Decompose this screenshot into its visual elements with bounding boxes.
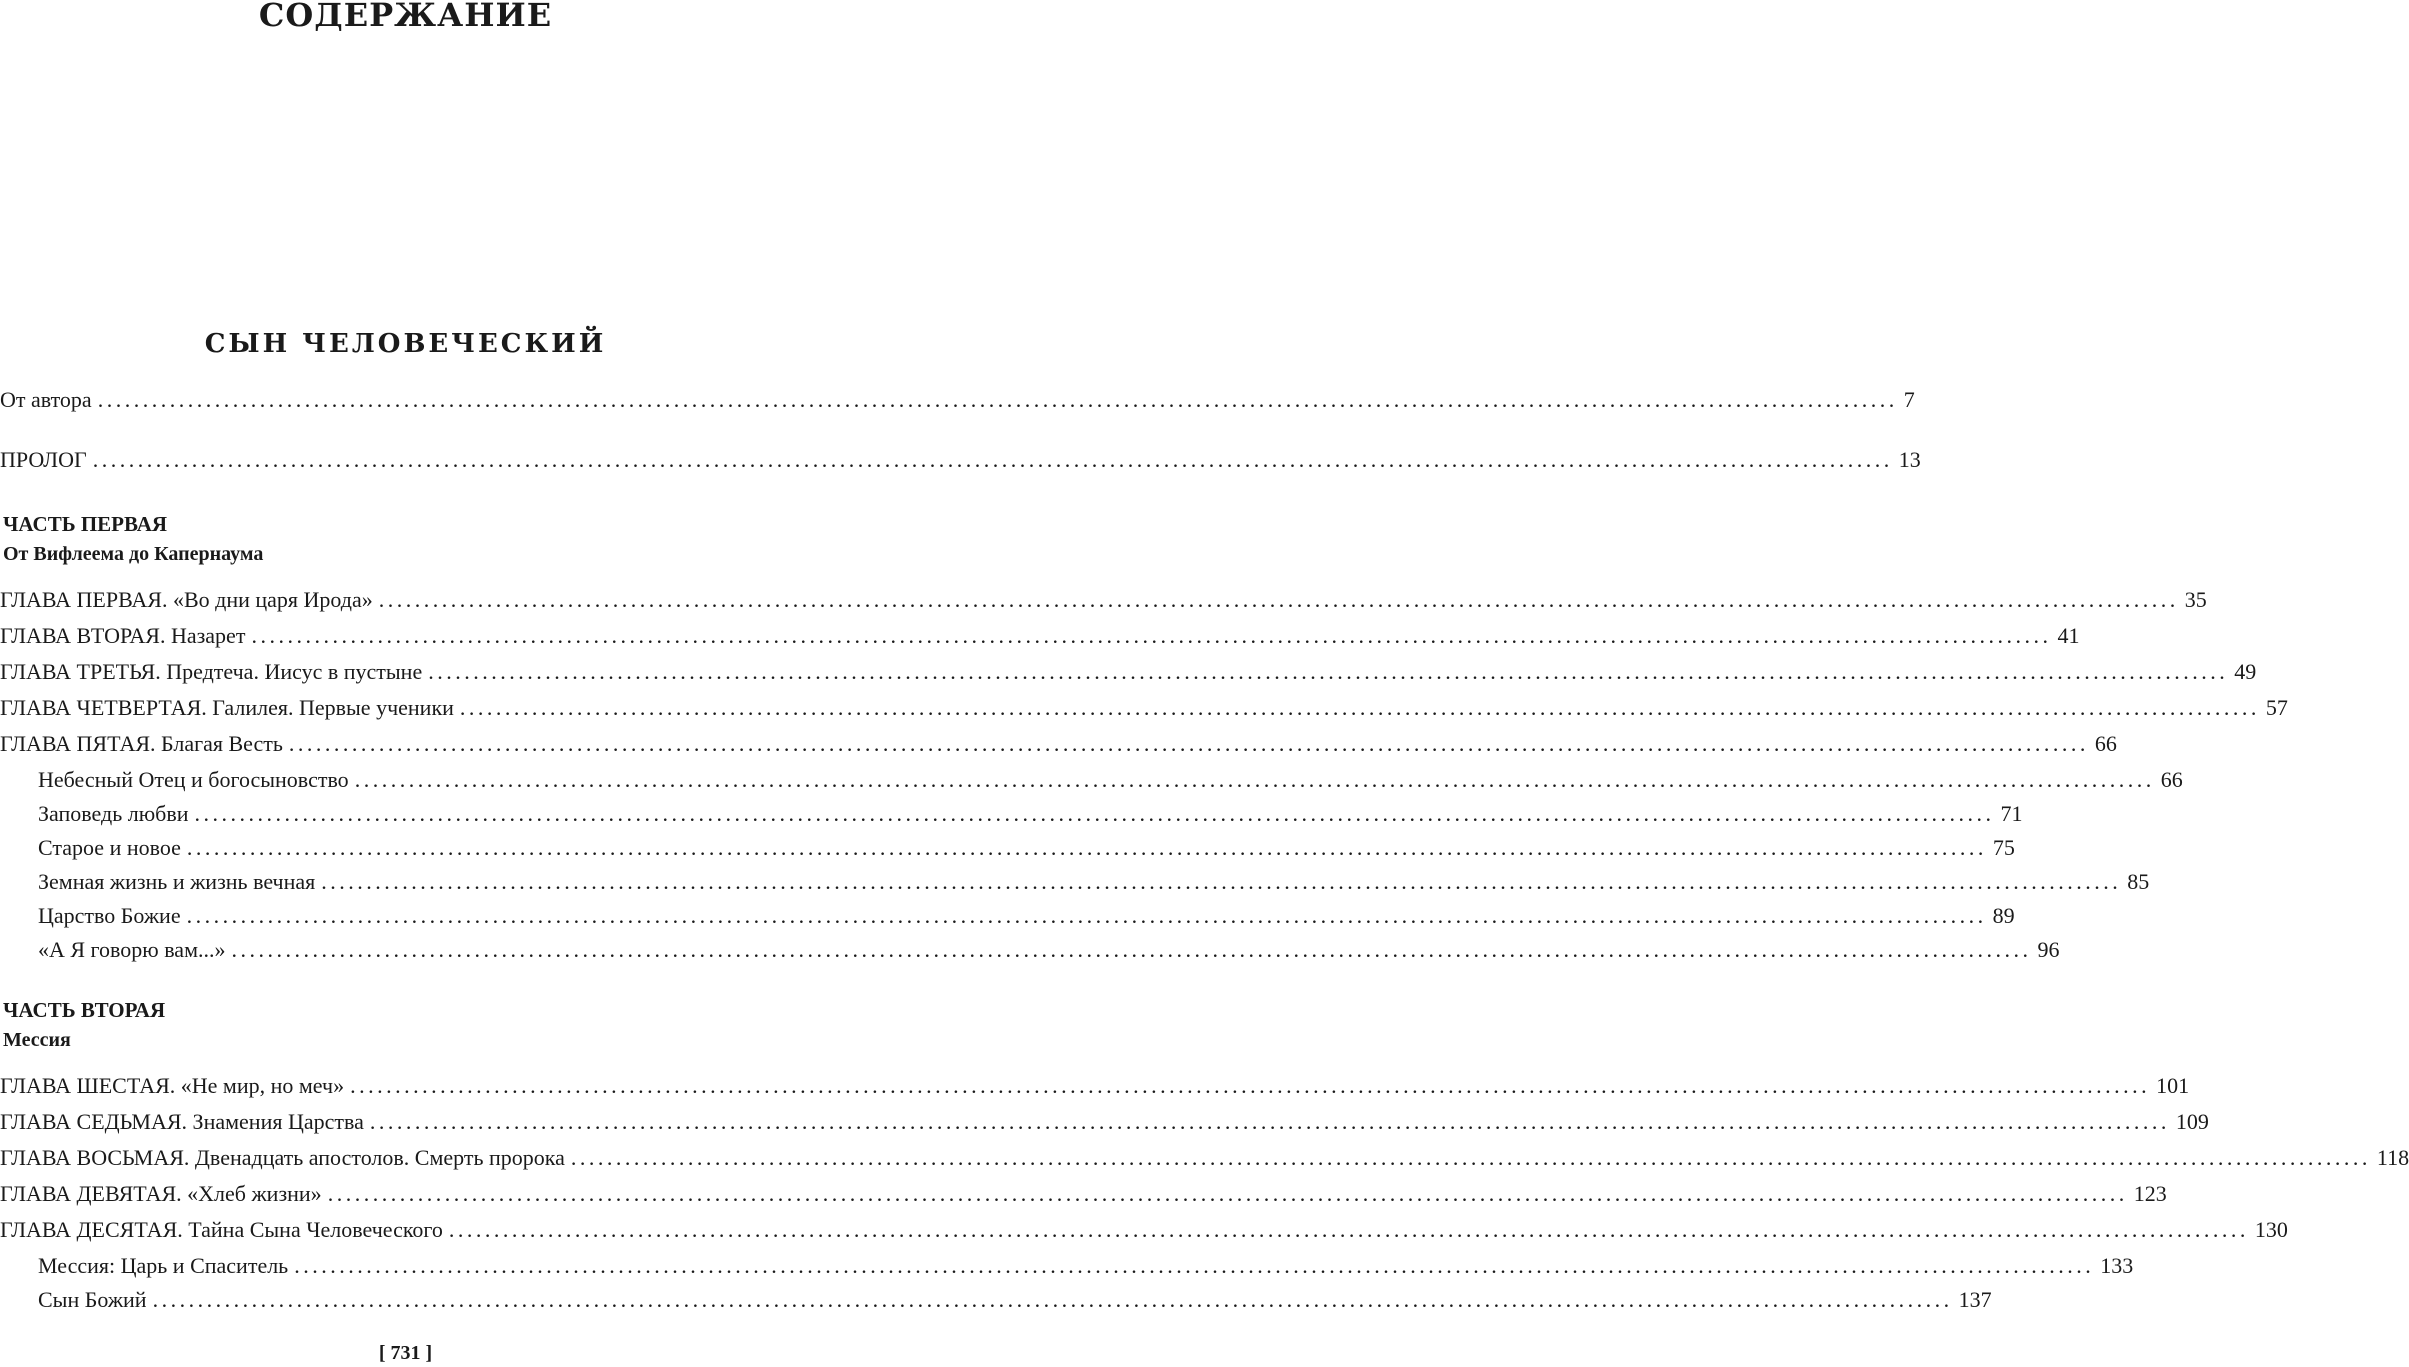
toc-entry-title: ГЛАВА ВОСЬМАЯ. Двенадцать апостолов. Смерть пророка	[0, 1145, 565, 1170]
toc-entry	[0, 726, 2117, 762]
toc-entry-title: Мессия: Царь и Спаситель	[38, 1253, 289, 1278]
toc-leader-dots: ........................................................................................................................................................................................................	[152, 1287, 1953, 1312]
toc-leader-dots: ........................................................................................................................................................................................................	[459, 695, 2260, 720]
part-subtitle: От Вифлеема до Капернаума	[3, 543, 264, 565]
toc-subentry	[0, 898, 2015, 934]
toc-entry-page: 49	[2234, 659, 2257, 684]
toc-leader-dots: ........................................................................................................................................................................................................	[321, 869, 2122, 894]
toc-entry-title: ГЛАВА ШЕСТАЯ. «Не мир, но меч»	[0, 1073, 345, 1098]
toc-entry-title: ПРОЛОГ	[0, 447, 87, 472]
toc-entry	[0, 1104, 2209, 1140]
toc-entry	[0, 654, 2257, 690]
toc-entry	[0, 582, 2207, 618]
toc-entry-title: Земная жизнь и жизнь вечная	[38, 869, 316, 894]
toc-subentry	[0, 762, 2183, 798]
toc-subentry	[0, 796, 2023, 832]
toc-entry-title: ГЛАВА ДЕВЯТАЯ. «Хлеб жизни»	[0, 1181, 322, 1206]
toc-entry-title: Небесный Отец и богосыновство	[38, 767, 349, 792]
toc-leader-dots: ........................................................................................................................................................................................................	[378, 587, 2179, 612]
toc-leader-dots: ........................................................................................................................................................................................................	[294, 1253, 2095, 1278]
toc-entry-page: 7	[1903, 387, 1915, 412]
toc-entry-title: Царство Божие	[38, 903, 181, 928]
toc-entry-page: 118	[2376, 1145, 2409, 1170]
part-subtitle: Мессия	[3, 1029, 71, 1051]
toc-subentry	[0, 864, 2150, 900]
toc-entry-title: ГЛАВА ЧЕТВЕРТАЯ. Галилея. Первые ученики	[0, 695, 454, 720]
toc-leader-dots: ........................................................................................................................................................................................................	[194, 801, 1995, 826]
toc-entry-page: 133	[2100, 1253, 2134, 1278]
toc-entry-page: 75	[1992, 835, 2015, 860]
toc-entry-page: 101	[2156, 1073, 2190, 1098]
toc-entry	[0, 1068, 2190, 1104]
toc-subentry	[0, 932, 2060, 968]
toc-entry-page: 71	[2000, 801, 2023, 826]
toc-entry-title: ГЛАВА ПЯТАЯ. Благая Весть	[0, 731, 283, 756]
toc-leader-dots: ........................................................................................................................................................................................................	[570, 1145, 2371, 1170]
part-heading: ЧАСТЬ ВТОРАЯ	[3, 998, 166, 1022]
toc-leader-dots: ........................................................................................................................................................................................................	[251, 623, 2052, 648]
toc-entry-page: 41	[2057, 623, 2080, 648]
toc-entry	[0, 382, 1915, 418]
part-heading: ЧАСТЬ ПЕРВАЯ	[3, 512, 168, 536]
toc-subentry	[0, 1282, 1992, 1318]
toc-entry	[0, 618, 2080, 654]
toc-entry-page: 96	[2037, 937, 2060, 962]
toc-leader-dots: ........................................................................................................................................................................................................	[428, 659, 2229, 684]
toc-entry-title: ГЛАВА ДЕСЯТАЯ. Тайна Сына Человеческого	[0, 1217, 443, 1242]
page-title: СОДЕРЖАНИЕ	[258, 0, 553, 34]
toc-entry-title: ГЛАВА ПЕРВАЯ. «Во дни царя Ирода»	[0, 587, 373, 612]
toc-entry	[0, 1212, 2288, 1248]
toc-entry-title: «А Я говорю вам...»	[38, 937, 226, 962]
page-number: [ 731 ]	[378, 1342, 433, 1364]
toc-subentry	[0, 1248, 2134, 1284]
toc-entry	[0, 1176, 2167, 1212]
toc-entry-page: 35	[2184, 587, 2207, 612]
toc-leader-dots: ........................................................................................................................................................................................................	[354, 767, 2155, 792]
toc-leader-dots: ........................................................................................................................................................................................................	[186, 903, 1987, 928]
toc-entry-page: 123	[2133, 1181, 2167, 1206]
toc-leader-dots: ........................................................................................................................................................................................................	[288, 731, 2089, 756]
toc-leader-dots: ........................................................................................................................................................................................................	[369, 1109, 2170, 1134]
toc-entry	[0, 442, 1921, 478]
toc-entry-title: ГЛАВА ВТОРАЯ. Назарет	[0, 623, 246, 648]
toc-entry-title: ГЛАВА ТРЕТЬЯ. Предтеча. Иисус в пустыне	[0, 659, 423, 684]
toc-entry-page: 89	[1992, 903, 2015, 928]
toc-entry-page: 130	[2254, 1217, 2288, 1242]
toc-leader-dots: ........................................................................................................................................................................................................	[97, 387, 1898, 412]
toc-leader-dots: ........................................................................................................................................................................................................	[448, 1217, 2249, 1242]
toc-entry	[0, 1140, 2409, 1176]
toc-entry-page: 13	[1898, 447, 1921, 472]
toc-leader-dots: ........................................................................................................................................................................................................	[231, 937, 2032, 962]
toc-entry-page: 57	[2265, 695, 2288, 720]
toc-entry-title: Старое и новое	[38, 835, 181, 860]
toc-leader-dots: ........................................................................................................................................................................................................	[92, 447, 1893, 472]
toc-entry-page: 66	[2160, 767, 2183, 792]
toc-entry-page: 66	[2094, 731, 2117, 756]
toc-entry-title: Заповедь любви	[38, 801, 189, 826]
toc-subentry	[0, 830, 2015, 866]
toc-leader-dots: ........................................................................................................................................................................................................	[327, 1181, 2128, 1206]
toc-entry-page: 109	[2175, 1109, 2209, 1134]
toc-entry-title: ГЛАВА СЕДЬМАЯ. Знамения Царства	[0, 1109, 364, 1134]
toc-leader-dots: ........................................................................................................................................................................................................	[350, 1073, 2151, 1098]
toc-entry	[0, 690, 2288, 726]
toc-leader-dots: ........................................................................................................................................................................................................	[186, 835, 1987, 860]
toc-entry-page: 137	[1958, 1287, 1992, 1312]
toc-entry-title: Сын Божий	[38, 1287, 147, 1312]
toc-entry-page: 85	[2127, 869, 2150, 894]
book-title: СЫН ЧЕЛОВЕЧЕСКИЙ	[204, 329, 607, 359]
toc-entry-title: От автора	[0, 387, 92, 412]
